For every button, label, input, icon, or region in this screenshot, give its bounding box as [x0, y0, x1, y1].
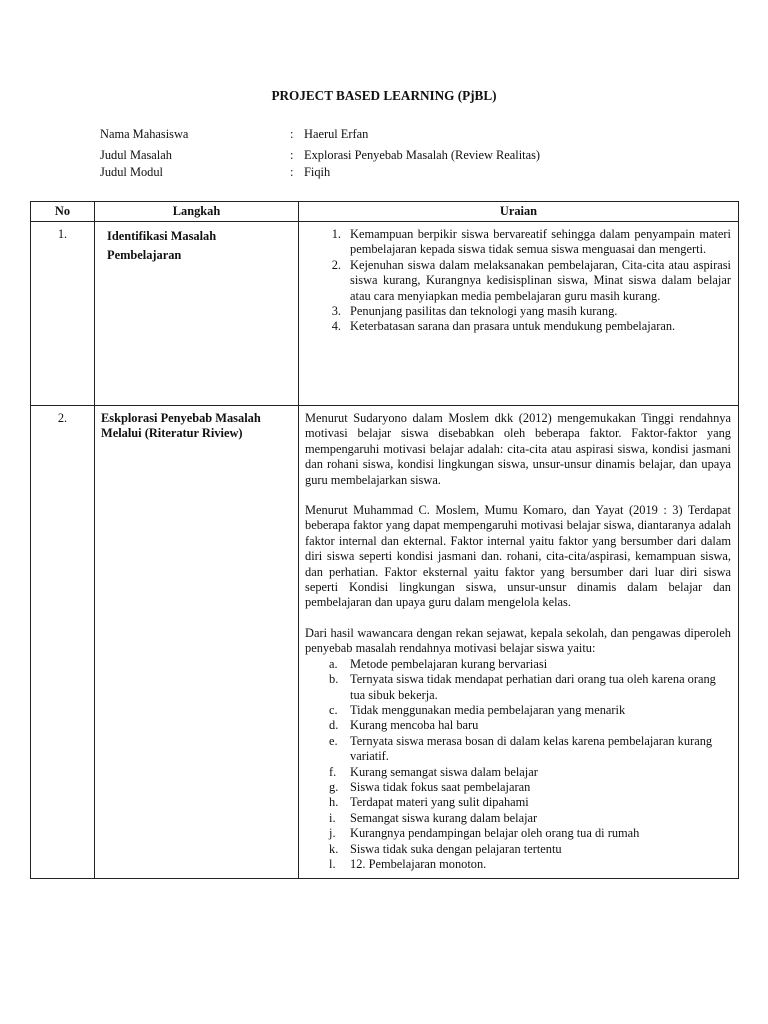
meta-key: Judul Modul — [100, 164, 163, 179]
header-uraian: Uraian — [299, 202, 739, 222]
list-item — [305, 304, 731, 319]
meta-value: Explorasi Penyebab Masalah (Review Realitas) — [304, 148, 541, 163]
row-number: 1. — [31, 222, 95, 406]
item-text: Ternyata siswa merasa bosan di dalam kelas karena pembelajaran kurang variatif. — [350, 733, 713, 764]
meta-separator: : — [290, 148, 294, 163]
row-langkah: Identifikasi Masalah Pembelajaran — [95, 222, 299, 406]
meta-key: Judul Masalah — [100, 148, 172, 163]
meta-separator: : — [290, 164, 294, 179]
item-marker: a. — [329, 656, 338, 671]
list-item — [305, 780, 731, 795]
numbered-list — [305, 227, 731, 335]
list-item — [305, 734, 731, 765]
item-marker: c. — [329, 702, 338, 717]
item-marker: i. — [329, 810, 336, 825]
item-text: 12. Pembelajaran monoton. — [350, 856, 487, 871]
list-item — [305, 795, 731, 810]
item-text: Siswa tidak suka dengan pelajaran tertentu — [350, 841, 562, 856]
list-item — [305, 826, 731, 841]
list-item — [305, 857, 731, 872]
meta-row-nama — [100, 127, 660, 142]
item-marker: 2. — [331, 257, 341, 272]
item-text: Kejenuhan siswa dalam melaksanakan pembelajaran, Cita-cita atau aspirasi siswa kurang, Kurangnya kedisisplinan siswa, Minat siswa dalam belajar atau cara menyiapkan media pembelajaran guru masih kurang. — [350, 257, 731, 303]
meta-value: Haerul Erfan — [304, 127, 369, 141]
meta-block — [100, 127, 660, 180]
item-text: Siswa tidak fokus saat pembelajaran — [350, 779, 531, 794]
item-marker: 4. — [331, 319, 341, 334]
meta-value: Fiqih — [304, 164, 331, 179]
row-uraian — [299, 222, 739, 406]
item-marker: f. — [329, 764, 337, 779]
meta-separator: : — [290, 127, 294, 141]
meta-row-judul-masalah — [100, 148, 660, 163]
lettered-list — [305, 657, 731, 873]
item-marker: g. — [329, 779, 339, 794]
header-langkah: Langkah — [95, 202, 299, 222]
item-text: Kemampuan berpikir siswa bervareatif sehingga dalam penyampain materi pembelajaran kepada siswa tidak semua siswa menguasai dan mengerti. — [350, 227, 731, 257]
list-item — [305, 657, 731, 672]
item-text: Terdapat materi yang sulit dipahami — [350, 795, 529, 810]
document-title: PROJECT BASED LEARNING (PjBL) — [271, 88, 497, 103]
item-text: Kurangnya pendampingan belajar oleh orang tua di rumah — [350, 826, 640, 841]
item-marker: l. — [329, 856, 336, 871]
item-text: Kurang mencoba hal baru — [350, 718, 479, 733]
list-item — [305, 765, 731, 780]
item-marker: h. — [329, 795, 339, 810]
paragraph: Menurut Muhammad C. Moslem, Mumu Komaro, dan Yayat (2019 : 3) Terdapat beberapa faktor yang dapat mempengaruhi motivasi belajar siswa, diantaranya adalah faktor internal dan ekternal. Faktor internal yaitu faktor yang bersumber dari dalam diri siswa seperti kondisi jasmani dan. rohani, cita-cita/aspirasi, kemampuan siswa, dan perhatian. Faktor eksternal yaitu faktor yang bersumber dari luar diri siswa seperti Kondisi lingkungan siswa, unsur-unsur dinamis dalam belajar dan pembelajaran dan upaya guru dalam mengelola kelas. — [305, 503, 731, 610]
list-item — [305, 227, 731, 258]
table-header-row — [31, 202, 739, 222]
paragraph: Menurut Sudaryono dalam Moslem dkk (2012) mengemukakan Tinggi rendahnya motivasi belajar siswa disebabkan oleh beberapa faktor. Faktor-faktor yang mempengaruhi motivasi belajar adalah: cita-cita atau aspirasi siswa, kondisi jasmani dan rohani siswa, kondisi lingkungan siswa, unsur-unsur dinamis belajar, dan upaya guru membelajarkan siswa. — [305, 411, 731, 487]
item-marker: 1. — [331, 227, 341, 241]
item-text: Penunjang pasilitas dan teknologi yang masih kurang. — [350, 304, 618, 319]
item-text: Keterbatasan sarana dan prasara untuk mendukung pembelajaran. — [350, 319, 676, 334]
row-uraian — [299, 406, 739, 879]
item-text: Metode pembelajaran kurang bervariasi — [350, 656, 548, 671]
row-number: 2. — [31, 406, 95, 879]
item-marker: 3. — [331, 304, 341, 319]
pjbl-table — [30, 201, 739, 879]
list-item — [305, 842, 731, 857]
table-row — [31, 406, 739, 879]
list-item — [305, 718, 731, 733]
list-item — [305, 703, 731, 718]
list-item — [305, 258, 731, 304]
table-row — [31, 222, 739, 406]
list-item — [305, 672, 731, 703]
list-item — [305, 319, 731, 334]
item-text: Ternyata siswa tidak mendapat perhatian dari orang tua oleh karena orang tua sibuk bekerja. — [350, 672, 716, 702]
item-marker: e. — [329, 733, 338, 748]
meta-key: Nama Mahasiswa — [100, 127, 189, 141]
list-item — [305, 811, 731, 826]
item-marker: b. — [329, 672, 339, 687]
item-marker: d. — [329, 718, 339, 733]
item-marker: k. — [329, 841, 339, 856]
meta-row-judul-modul — [100, 165, 660, 180]
item-marker: j. — [329, 826, 336, 841]
paragraph: Dari hasil wawancara dengan rekan sejawat, kepala sekolah, dan pengawas diperoleh penyebab masalah rendahnya motivasi belajar siswa yaitu: — [305, 625, 731, 656]
item-text: Semangat siswa kurang dalam belajar — [350, 810, 538, 825]
item-text: Tidak menggunakan media pembelajaran yang menarik — [350, 702, 626, 717]
row-langkah: Eskplorasi Penyebab Masalah Melalui (Riteratur Riview) — [95, 406, 299, 879]
header-no: No — [31, 202, 95, 222]
item-text: Kurang semangat siswa dalam belajar — [350, 764, 538, 779]
